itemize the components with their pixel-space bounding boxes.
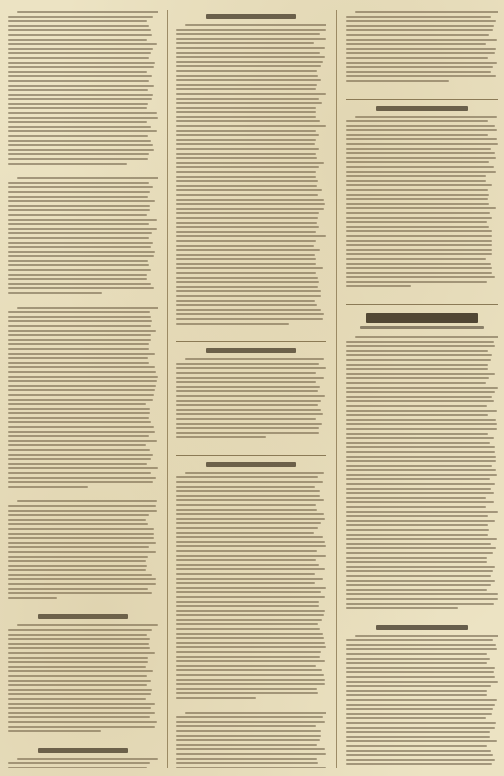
- article-text: [8, 623, 158, 737]
- article-text: [8, 306, 158, 494]
- column-3: [346, 10, 498, 768]
- article-text: [8, 757, 158, 768]
- column-rule: [167, 10, 168, 768]
- article-heading: [206, 348, 296, 353]
- section-divider: [176, 455, 326, 456]
- column-rule: [336, 10, 337, 768]
- article-text: [8, 176, 158, 299]
- article-heading: [376, 106, 467, 111]
- column-2: [176, 10, 326, 768]
- article-text: [346, 335, 498, 615]
- article-text: [176, 711, 326, 768]
- article-heading: [38, 614, 128, 619]
- section-subtitle: [360, 326, 485, 329]
- section-divider: [346, 304, 498, 305]
- article-text: [8, 10, 158, 170]
- article-text: [176, 357, 326, 444]
- article-text: [176, 471, 326, 705]
- article-heading: [206, 14, 296, 19]
- column-1: [8, 10, 158, 768]
- article-text: [8, 499, 158, 604]
- section-divider: [346, 99, 498, 100]
- article-heading: [376, 625, 467, 630]
- section-title: [366, 313, 478, 323]
- article-text: [176, 23, 326, 330]
- article-heading: [206, 462, 296, 467]
- article-text: [346, 634, 498, 768]
- article-heading: [38, 748, 128, 753]
- section-divider: [176, 341, 326, 342]
- article-text: [346, 115, 498, 294]
- article-text: [346, 10, 498, 88]
